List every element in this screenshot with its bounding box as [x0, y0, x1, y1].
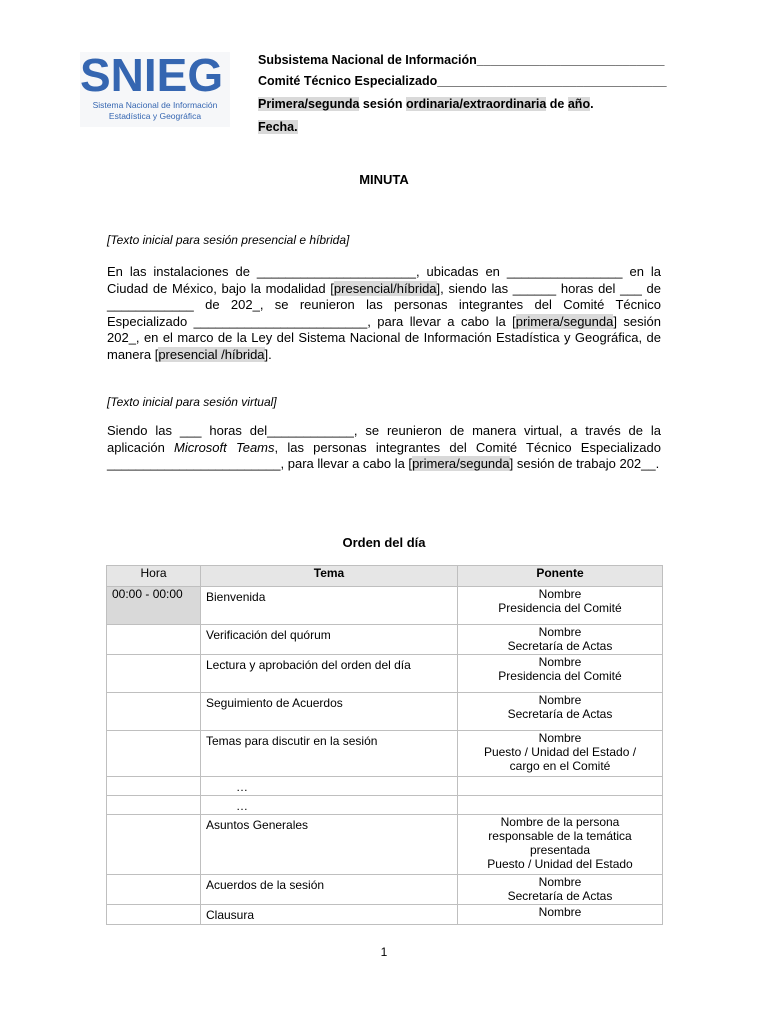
ponente-cell	[458, 777, 663, 796]
ponente-line: presentada	[529, 843, 591, 857]
table-row	[107, 655, 663, 693]
tema-cell: Acuerdos de la sesión	[201, 875, 458, 905]
logo-wordmark: SNIEG	[80, 49, 224, 101]
hora-cell	[107, 796, 201, 815]
logo-subtitle: Sistema Nacional de Información Estadística y Geográfica	[92, 100, 218, 121]
snieg-logo	[80, 49, 230, 127]
hora-cell	[107, 875, 201, 905]
ponente-line: Secretaría de Actas	[507, 639, 613, 653]
header-fecha: Fecha.	[258, 120, 298, 134]
document-title: MINUTA	[359, 172, 409, 187]
hora-cell	[107, 693, 201, 731]
ponente-line: Nombre de la persona	[500, 815, 620, 829]
ponente-line: Nombre	[538, 655, 582, 669]
ponente-cell	[458, 875, 663, 905]
paragraph-virtual: Siendo las ___ horas del____________, se reunieron de manera virtual, a través de la aplicación Microsoft Teams, las personas integrantes del Comité Técnico Especializado ________________________, para llevar a cabo la [primera/segunda] sesión de trabajo 202__.	[107, 423, 661, 471]
ponente-cell	[458, 587, 663, 625]
ponente-line: Presidencia del Comité	[498, 601, 622, 615]
hora-cell: 00:00 - 00:00	[107, 587, 201, 625]
tema-cell: …	[201, 777, 458, 796]
ponente-cell	[458, 625, 663, 655]
ponente-line: cargo en el Comité	[509, 759, 611, 773]
table-row	[107, 625, 663, 655]
tema-cell: Asuntos Generales	[201, 815, 458, 875]
tema-cell: Lectura y aprobación del orden del día	[201, 655, 458, 693]
ponente-cell	[458, 796, 663, 815]
column-header-tema: Tema	[201, 566, 458, 587]
header-subsistema: Subsistema Nacional de Información___________________________	[258, 53, 665, 67]
ponente-line: responsable de la temática	[488, 829, 632, 843]
ponente-line: Nombre	[538, 587, 582, 601]
hora-cell	[107, 815, 201, 875]
header-comite: Comité Técnico Especializado_________________________________	[258, 74, 667, 88]
tema-cell: Seguimiento de Acuerdos	[201, 693, 458, 731]
agenda-table	[106, 565, 663, 925]
section-label-virtual: [Texto inicial para sesión virtual]	[107, 395, 277, 409]
agenda-header-row	[107, 566, 663, 587]
hora-cell	[107, 777, 201, 796]
section-label-presencial: [Texto inicial para sesión presencial e híbrida]	[107, 233, 350, 247]
ponente-line: Secretaría de Actas	[507, 707, 613, 721]
ponente-line: Puesto / Unidad del Estado	[487, 857, 633, 871]
header-sesion: Primera/segunda sesión ordinaria/extraordinaria de año.	[258, 97, 594, 111]
ponente-line: Presidencia del Comité	[498, 669, 622, 683]
ponente-cell	[458, 693, 663, 731]
column-header-hora: Hora	[107, 566, 201, 587]
hora-cell	[107, 905, 201, 925]
table-row	[107, 875, 663, 905]
ponente-line: Puesto / Unidad del Estado /	[483, 745, 637, 759]
ponente-cell	[458, 731, 663, 777]
tema-cell: …	[201, 796, 458, 815]
tema-cell: Temas para discutir en la sesión	[201, 731, 458, 777]
ponente-line: Nombre	[538, 905, 582, 919]
tema-cell: Bienvenida	[201, 587, 458, 625]
hora-cell	[107, 731, 201, 777]
table-row	[107, 796, 663, 815]
hora-cell	[107, 625, 201, 655]
table-row	[107, 905, 663, 925]
ponente-line: Secretaría de Actas	[507, 889, 613, 903]
ponente-cell	[458, 815, 663, 875]
agenda-title: Orden del día	[342, 535, 426, 550]
tema-cell: Clausura	[201, 905, 458, 925]
ponente-line: Nombre	[538, 625, 582, 639]
ponente-cell	[458, 905, 663, 925]
table-row	[107, 587, 663, 625]
ponente-line: Nombre	[538, 693, 582, 707]
ponente-cell	[458, 655, 663, 693]
tema-cell: Verificación del quórum	[201, 625, 458, 655]
column-header-ponente: Ponente	[458, 566, 663, 587]
ponente-line: Nombre	[538, 731, 582, 745]
hora-cell	[107, 655, 201, 693]
ponente-line: Nombre	[538, 875, 582, 889]
table-row	[107, 777, 663, 796]
paragraph-presencial: En las instalaciones de ______________________, ubicadas en ________________ en la Ciudad de México, bajo la modalidad [presencial/híbrida], siendo las ______ horas del ___ de ____________ de 202_, se reunieron las personas integrantes del Comité Técnico Especializado ________________________, para llevar a cabo la [primera/segunda] sesión 202_, en el marco de la Ley del Sistema Nacional de Información Estadística y Geográfica, de manera [presencial /híbrida].	[107, 264, 661, 362]
table-row	[107, 815, 663, 875]
table-row	[107, 731, 663, 777]
table-row	[107, 693, 663, 731]
page-number: 1	[380, 945, 388, 959]
